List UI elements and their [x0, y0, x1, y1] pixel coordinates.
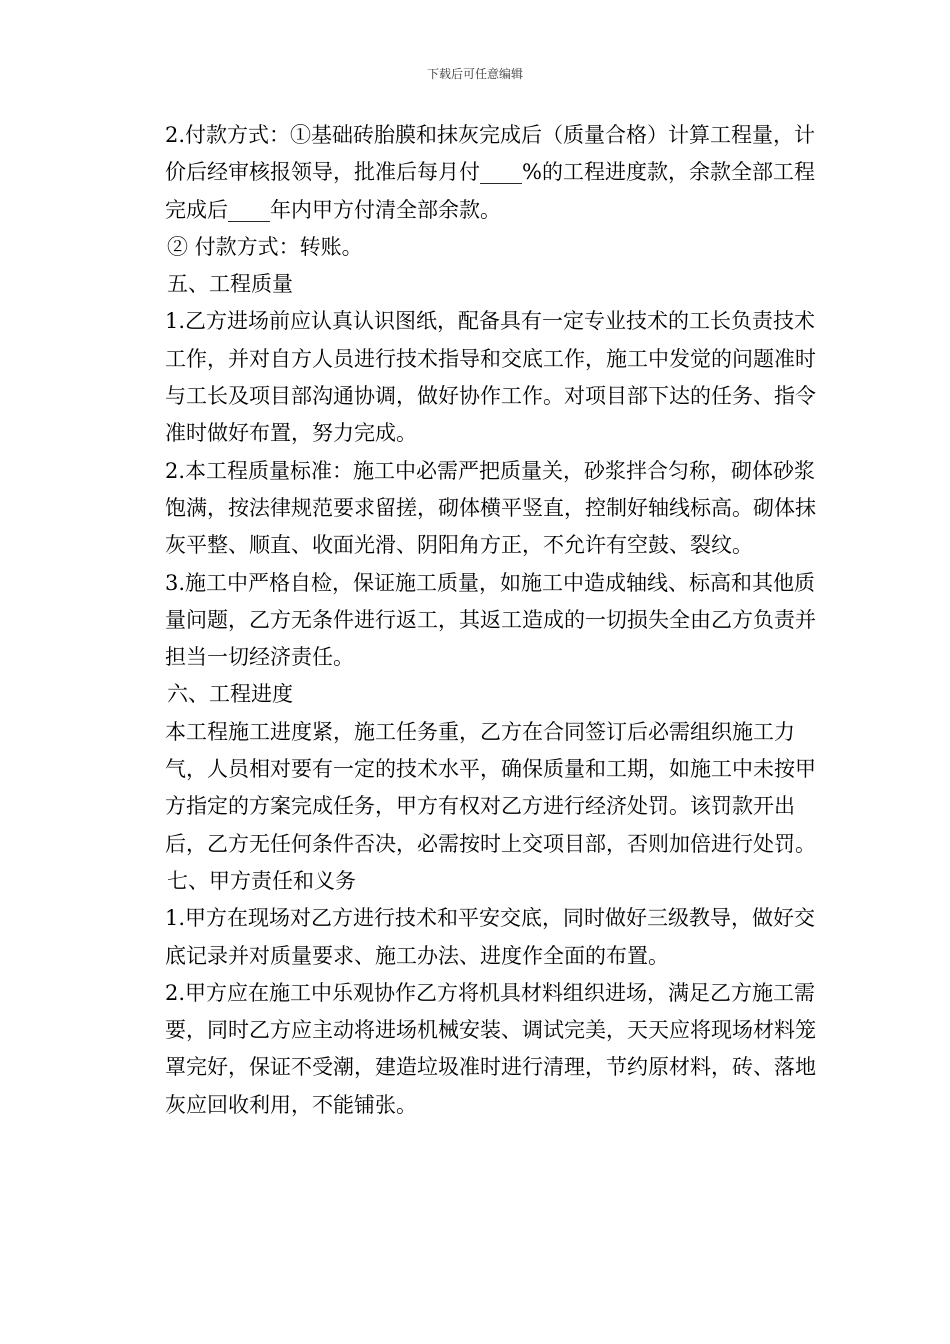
paragraph-party-a-2: 2.甲方应在施工中乐观协作乙方将机具材料组织进场，满足乙方施工需要，同时乙方应主动将进场机械安装、调试完美，天天应将现场材料笼罩完好，保证不受潮，建造垃圾准时进行清理，节约原材料，砖、落地灰应回收利用，不能铺张。 [165, 980, 816, 1117]
paragraph-progress: 本工程施工进度紧，施工任务重，乙方在合同签订后必需组织施工力气，人员相对要有一定的技术水平，确保质量和工期，如施工中未按甲方指定的方案完成任务，甲方有权对乙方进行经济处罚。该罚款开出后，乙方无任何条件否决，必需按时上交项目部，否则加倍进行处罚。 [165, 719, 816, 856]
paragraph-quality-3: 3.施工中严格自检，保证施工质量，如施工中造成轴线、标高和其他质量问题，乙方无条件进行返工，其返工造成的一切损失全由乙方负责并担当一切经济责任。 [165, 570, 816, 670]
paragraph-party-a-1: 1.甲方在现场对乙方进行技术和平安交底，同时做好三级教导，做好交底记录并对质量要求、施工办法、进度作全面的布置。 [165, 906, 816, 968]
section-heading-party-a: 七、甲方责任和义务 [167, 868, 356, 893]
section-heading-quality: 五、工程质量 [167, 272, 293, 297]
paragraph-payment-transfer: ② 付款方式：转账。 [167, 234, 363, 259]
paragraph-quality-1: 1.乙方进场前应认真认识图纸，配备具有一定专业技术的工长负责技术工作，并对自方人员进行技术指导和交底工作，施工中发觉的问题准时与工长及项目部沟通协调，做好协作工作。对项目部下达的任务、指令准时做好布置，努力完成。 [165, 309, 816, 446]
paragraph-payment-method: 2.付款方式：①基础砖胎膜和抹灰完成后（质量合格）计算工程量，计价后经审核报领导，批准后每月付____%的工程进度款，余款全部工程完成后____年内甲方付清全部余款。 [165, 123, 816, 222]
page-header: 下载后可任意编辑 [426, 67, 523, 81]
paragraph-quality-2: 2.本工程质量标准：施工中必需严把质量关，砂浆拌合匀称，砌体砂浆饱满，按法律规范要求留搓，砌体横平竖直，控制好轴线标高。砌体抹灰平整、顺直、收面光滑、阴阳角方正，不允许有空鼓、裂纹。 [165, 458, 816, 558]
document-body [145, 117, 817, 1124]
section-heading-progress: 六、工程进度 [167, 682, 293, 707]
